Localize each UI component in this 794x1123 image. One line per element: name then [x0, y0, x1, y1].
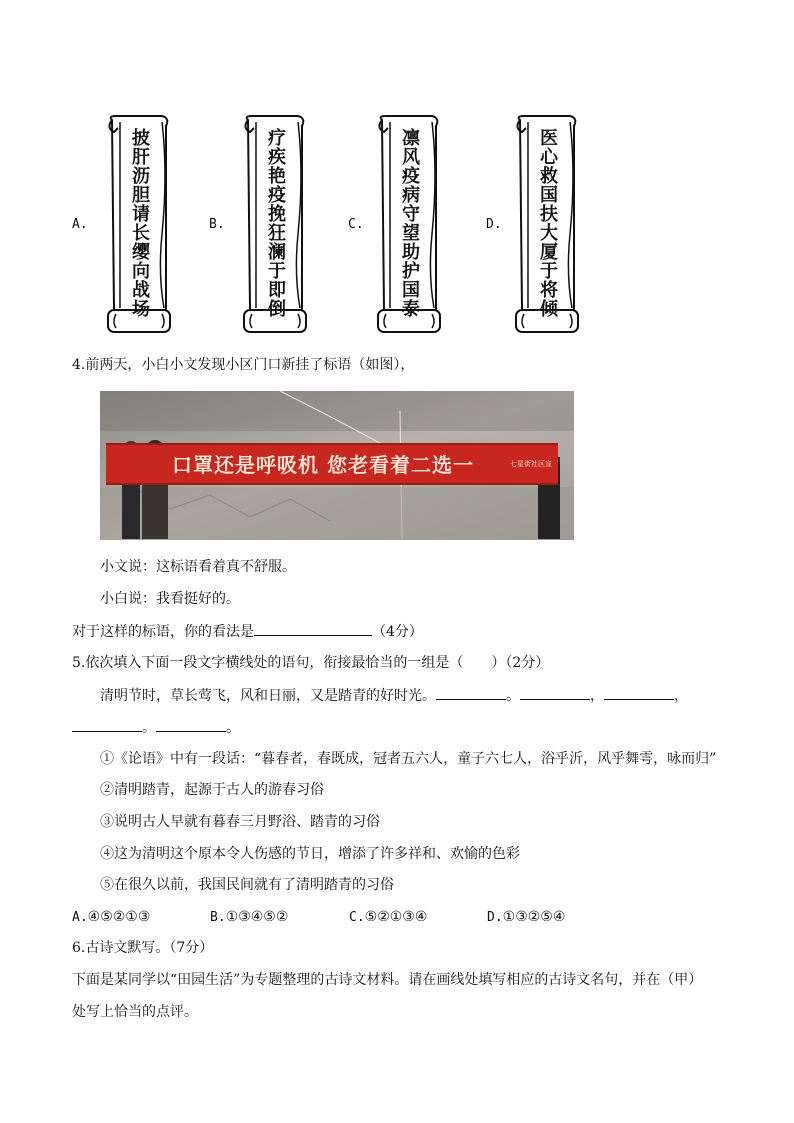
q6-prompt: 6.古诗文默写。（7分） [72, 940, 214, 956]
q5-choice-c[interactable] [349, 907, 427, 928]
banner-small-text: 七星街社区宣 [510, 460, 552, 468]
option-b-label: B. [209, 217, 225, 232]
q4-dialog-2: 小白说：我看挺好的。 [100, 591, 240, 607]
choice-text: ①③②⑤④ [502, 909, 566, 925]
banner-text: 口罩还是呼吸机 您老看着二选一 [172, 453, 474, 477]
scroll-option-b [240, 114, 308, 336]
scroll-text: 医心救国扶大厦于将倾 [537, 128, 558, 318]
q4-prompt: 4.前两天，小白小文发现小区门口新挂了标语（如图）， [72, 357, 415, 373]
answer-blank[interactable] [254, 621, 372, 636]
q5-item-2: ②清明踏青，起源于古人的游春习俗 [100, 782, 324, 798]
answer-blank[interactable] [604, 685, 674, 700]
q6-instructions-line2: 处写上恰当的点评。 [72, 1004, 198, 1020]
q4-dialog-1: 小文说：这标语看着真不舒服。 [100, 559, 296, 575]
answer-blank[interactable] [72, 717, 142, 732]
q5-para-start: 清明节时，草长莺飞，风和日丽，又是踏青的好时光。 [100, 688, 436, 704]
scroll-text: 披肝沥胆请长缨向战场 [129, 128, 150, 318]
q4-question [72, 621, 423, 642]
choice-letter: D. [487, 910, 503, 925]
option-d-label: D. [486, 217, 502, 232]
answer-blank[interactable] [156, 717, 226, 732]
q5-paragraph: 清明节时，草长莺飞，风和日丽，又是踏青的好时光。 。 ， ， [100, 685, 688, 706]
q5-choice-d[interactable] [487, 907, 565, 928]
choice-text: ⑤②①③④ [364, 909, 428, 925]
answer-blank[interactable] [520, 685, 590, 700]
q5-item-3: ③说明古人早就有暮春三月野浴、踏青的习俗 [100, 814, 380, 830]
choice-letter: A. [72, 910, 88, 925]
choice-letter: C. [349, 910, 365, 925]
q5-choice-a[interactable] [72, 907, 150, 928]
q5-choice-b[interactable] [210, 907, 288, 928]
option-a-label: A. [72, 217, 88, 232]
q5-paragraph-cont: 。 。 [72, 717, 240, 738]
q4-score: （4分） [372, 624, 423, 640]
q4-ask-text: 对于这样的标语，你的看法是 [72, 624, 254, 640]
option-c-label: C. [348, 217, 364, 232]
answer-blank[interactable] [436, 685, 506, 700]
scroll-text: 凛风疫病守望助护国泰 [399, 128, 420, 318]
choice-text: ④⑤②①③ [87, 909, 151, 925]
scroll-option-a [104, 114, 172, 336]
q6-instructions-line1: 下面是某同学以“田园生活”为专题整理的古诗文材料。请在画线处填写相应的古诗文名句，并在（甲） [72, 972, 703, 988]
scroll-text: 疗疾艳疫挽狂澜于即倒 [265, 128, 286, 318]
choice-text: ①③④⑤② [225, 909, 289, 925]
choice-letter: B. [210, 910, 226, 925]
q5-item-1: ①《论语》中有一段话：“暮春者，春既成，冠者五六人，童子六七人，浴乎沂，风乎舞雩，咏而归” [100, 751, 717, 767]
scroll-option-d [512, 114, 580, 336]
scroll-option-c [374, 114, 442, 336]
q5-item-4: ④这为清明这个原本令人伤感的节日，增添了许多祥和、欢愉的色彩 [100, 846, 520, 862]
banner-photo [100, 391, 574, 540]
q5-item-5: ⑤在很久以前，我国民间就有了清明踏青的习俗 [100, 877, 394, 893]
red-banner [106, 443, 558, 485]
q5-prompt: 5.依次填入下面一段文字横线处的语句，衔接最恰当的一组是（ ）（2分） [72, 655, 550, 671]
